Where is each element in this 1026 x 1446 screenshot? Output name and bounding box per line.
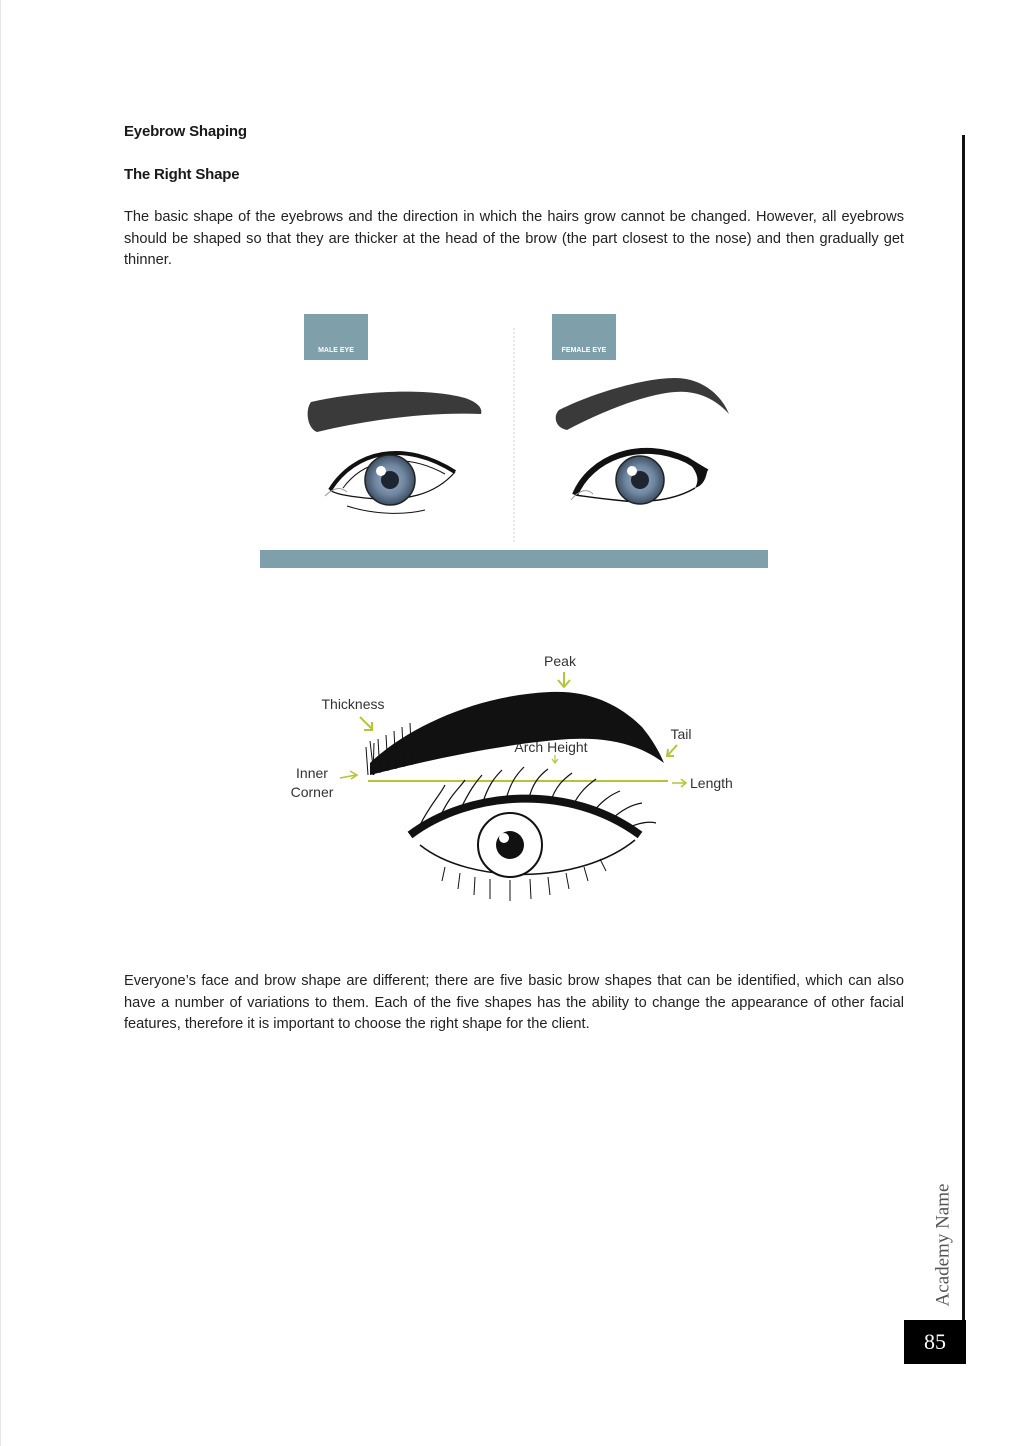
label-peak: Peak: [544, 653, 576, 669]
section-title: Eyebrow Shaping: [124, 123, 247, 140]
label-corner: Corner: [290, 784, 334, 800]
intro-paragraph: The basic shape of the eyebrows and the direction in which the hairs grow cannot be changed. However, all eyebrows should be shaped so that they are thicker at the head of the brow (the part closest to the nose) and then gradually get thinner.: [124, 209, 904, 268]
peak-arrow: [558, 672, 570, 687]
male-female-eye-figure: [255, 310, 775, 575]
page-edge: [0, 0, 1, 1446]
label-length: Length: [690, 775, 733, 791]
page-number: 85: [904, 1320, 966, 1364]
length-arrow: [672, 779, 686, 787]
female-eyebrow: [556, 378, 729, 430]
academy-name-text: Academy Name: [932, 1183, 954, 1307]
arch-down-arrow: [552, 755, 558, 763]
label-tail: Tail: [670, 726, 692, 742]
thickness-arrow: [360, 717, 372, 730]
diagram-eye: [410, 767, 656, 901]
label-thickness: Thickness: [321, 696, 385, 712]
subsection-title: The Right Shape: [124, 166, 240, 183]
closing-paragraph: Everyone’s face and brow shape are different; there are five basic brow shapes that can be identified, which can also have a number of variations to them. Each of the five shapes has the ability to change the appearance of other facial features, therefore it is important to choose the right shape for the client.: [124, 973, 904, 1032]
male-eyebrow: [308, 392, 482, 432]
male-eye: [325, 453, 455, 513]
label-inner: Inner: [296, 765, 328, 781]
male-eye-tag: [304, 314, 368, 360]
brow-shape-diagram: [270, 645, 760, 920]
inner-corner-arrow: [340, 771, 357, 779]
figure-accent-bar: [260, 550, 768, 568]
male-eye-label: MALE EYE: [318, 347, 354, 354]
female-eye: [571, 451, 707, 504]
diagram-eyebrow: [366, 692, 664, 775]
female-eye-tag: [552, 314, 616, 360]
female-eye-label: FEMALE EYE: [561, 347, 607, 354]
tail-arrow: [667, 745, 677, 756]
side-rule: [962, 135, 965, 1363]
academy-name-label: [930, 1175, 956, 1315]
label-arch-height: Arch Height: [514, 739, 588, 755]
